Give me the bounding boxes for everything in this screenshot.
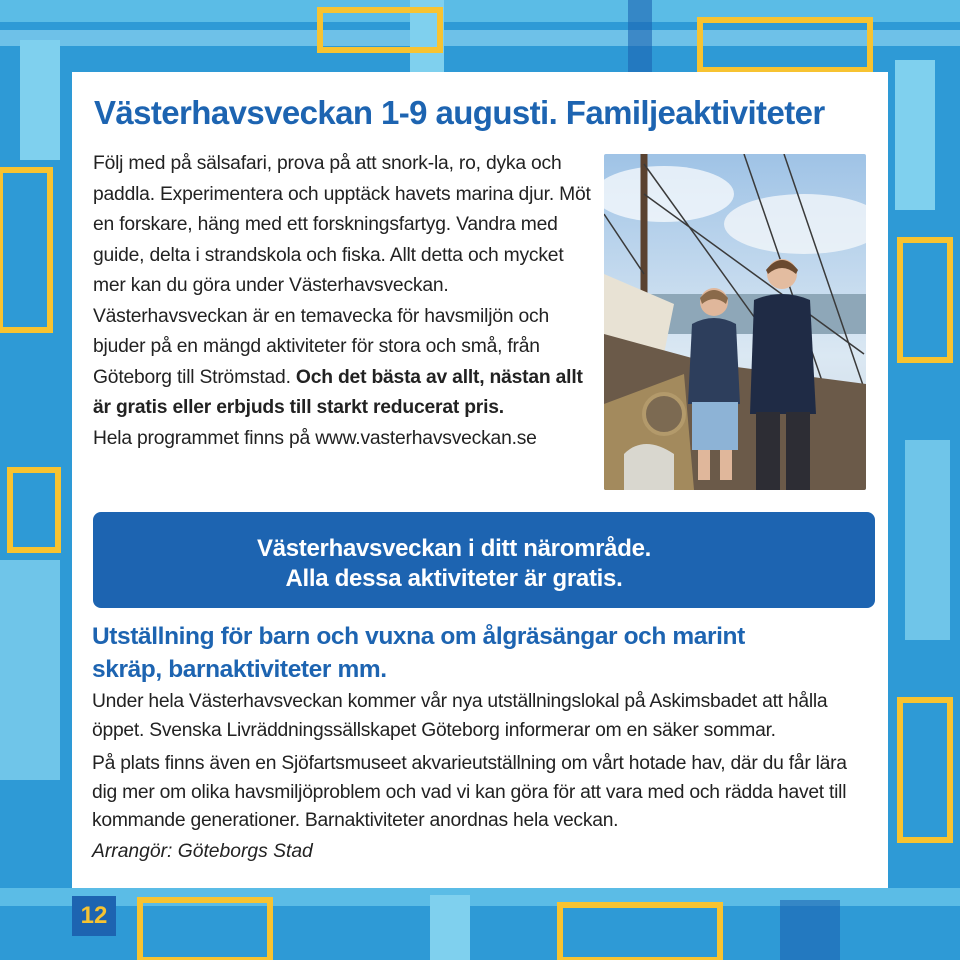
intro-body: Följ med på sälsafari, prova på att snork-la, ro, dyka och paddla. Experimentera och upptäck havets marina djur. Möt en forskare, häng med ett forskningsfartyg. Vandra med guide, delta i strandskola och fiska. Allt detta och mycket mer kan du göra under Västerhavsveckan. Västerhavsveckan är en temavecka för havsmiljön och bjuder på en mängd aktiviteter för stora och små, från Göteborg till Strömstad. [93,153,591,388]
organizer-text: Arrangör: Göteborgs Stad [92,841,313,862]
website-link[interactable]: Hela programmet finns på www.vasterhavsveckan.se [93,427,537,449]
title-part-1: Västerhavsveckan 1-9 augusti. [94,94,558,131]
banner-line-1: Västerhavsveckan i ditt närområde. [257,535,651,562]
page-number: 12 [72,896,116,936]
section-title: Utställning för barn och vuxna om ålgräsängar och marint skräp, barnaktiviteter mm. [92,623,745,683]
title-part-2: Familjeaktiviteter [565,94,825,131]
section-paragraph-1: Under hela Västerhavsveckan kommer vår nya utställningslokal på Askimsbadet att hålla öppet. Svenska Livräddningssällskapet Göteborg informerar om en säker sommar. [92,691,828,741]
ship-deck-photo [604,154,866,490]
banner-line-2: Alla dessa aktiviteter är gratis. [285,565,623,592]
section-paragraph-2: På plats finns även en Sjöfartsmuseet akvarieutställning om vårt hotade hav, där du får lära dig mer om olika havsmiljöproblem och vad vi kan göra för att vara med och rädda havet till kommande generationer. Barnaktiviteter anordnas hela veckan. [92,753,847,831]
intro-text [93,149,593,454]
page-title [94,94,825,132]
photo-illustration [604,154,866,490]
info-banner [93,512,875,608]
intro-highlight: Och det bästa av allt, nästan allt är gratis eller erbjuds till starkt reducerat pris. [93,366,583,418]
content-card [72,72,888,888]
